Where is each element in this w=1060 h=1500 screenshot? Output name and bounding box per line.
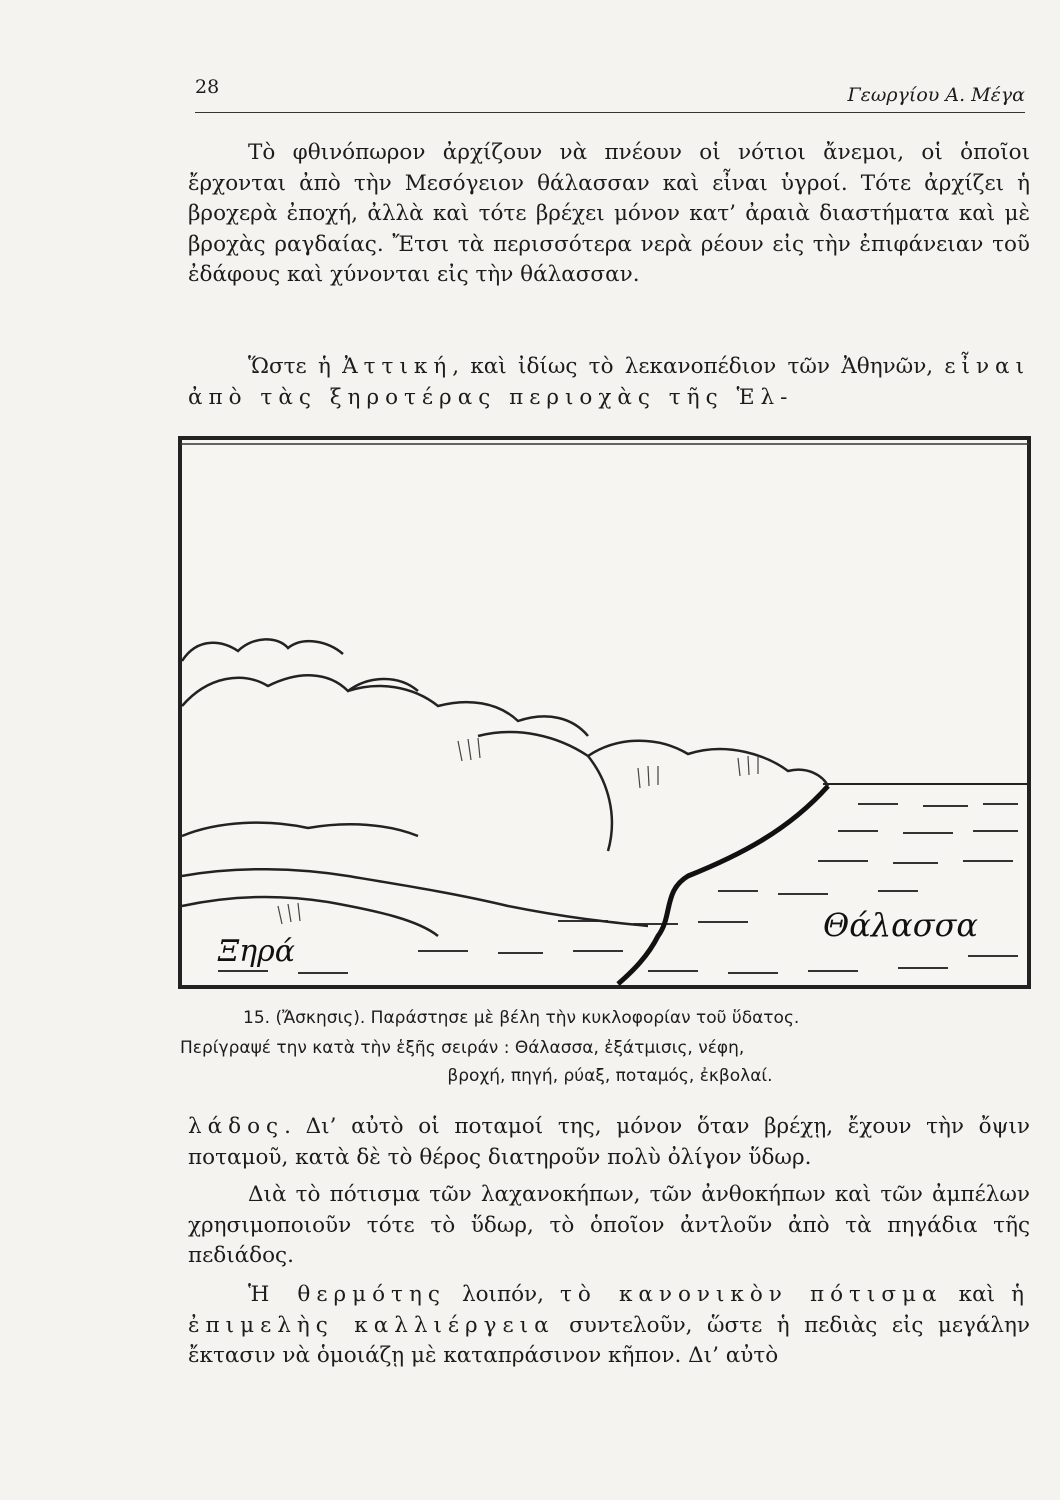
text-run-spaced: Ἀττική — [342, 354, 453, 379]
text-run-spaced: Ἡ θερμότης — [248, 1282, 446, 1307]
label-land: Ξηρά — [218, 934, 295, 969]
paragraph-plain-garden — [188, 1280, 1030, 1372]
paragraph-autumn-winds: Τὸ φθινόπωρον ἀρχίζουν νὰ πνέουν οἱ νότιοι ἄνεμοι, οἱ ὁποῖοι ἔρχονται ἀπὸ τὴν Μεσόγειον θάλασσαν καὶ εἶναι ὑγροί. Τότε ἀρχίζει ἡ βροχερὰ ἐποχή, ἀλλὰ καὶ τότε βρέχει μόνον κατ’ ἀραιὰ διαστήματα καὶ μὲ βροχὰς ραγδαίας. Ἔτσι τὰ περισσότερα νερὰ ρέουν εἰς τὴν ἐπιφάνειαν τοῦ ἐδάφους καὶ χύνονται εἰς τὴν θάλασσαν. — [188, 140, 1030, 287]
figure-caption-line-2: Περίγραψέ την κατὰ τὴν ἑξῆς σειράν : Θάλασσα, ἐξάτμισις, νέφη, — [180, 1038, 745, 1058]
text-run-spaced: λάδος — [188, 1114, 285, 1139]
text-run: λοιπόν, — [445, 1282, 561, 1307]
text-run: . Δι’ αὐτὸ οἱ ποταμοί της, μόνον ὅταν βρέχῃ, ἔχουν τὴν ὄψιν ποταμοῦ, κατὰ δὲ τὸ θέρος διατηροῦν πολὺ ὀλίγον ὕδωρ. — [188, 1114, 1030, 1170]
running-head: Γεωργίου Α. Μέγα — [847, 84, 1025, 106]
figure-caption-line-3: βροχή, πηγή, ρύαξ, ποταμός, ἐκβολαί. — [447, 1066, 773, 1086]
text-run: Ὥστε ἡ — [248, 354, 343, 379]
coastline-illustration — [178, 436, 1031, 989]
text-run: συντελοῦν, ὥστε ἡ πεδιὰς εἰς μεγάλην ἔκτασιν νὰ ὁμοιάζῃ μὲ καταπράσινον κῆπον. Δι’ αὐτὸ — [188, 1312, 1030, 1368]
paragraph-attica-dry — [188, 352, 1030, 413]
figure-caption-line-1: 15. (Ἄσκησις). Παράστησε μὲ βέλη τὴν κυκλοφορίαν τοῦ ὕδατος. — [243, 1008, 800, 1028]
text-run: , καὶ ἰδίως τὸ λεκανοπέδιον τῶν Ἀθηνῶν, — [452, 354, 945, 379]
text-run-spaced: εἶναι ἀπὸ τὰς ξηροτέρας περιοχὰς τῆς Ἑλ- — [188, 354, 1030, 410]
paragraph-irrigation: Διὰ τὸ πότισμα τῶν λαχανοκήπων, τῶν ἀνθοκήπων καὶ τῶν ἀμπέλων χρησιμοποιοῦν τότε τὸ ὕδωρ, τὸ ὁποῖον ἀντλοῦν ἀπὸ τὰ πηγάδια τῆς πεδιάδος. — [188, 1182, 1030, 1268]
text-run-spaced: ἡ ἐπιμελὴς καλλιέργεια — [188, 1282, 1030, 1338]
page-header — [195, 72, 1025, 113]
label-sea: Θάλασσα — [823, 906, 979, 944]
text-run: καὶ — [942, 1282, 1012, 1307]
text-run-spaced: τὸ κανονικὸν πότισμα — [560, 1282, 943, 1307]
paragraph-rivers — [188, 1112, 1030, 1173]
page-number: 28 — [195, 76, 220, 98]
